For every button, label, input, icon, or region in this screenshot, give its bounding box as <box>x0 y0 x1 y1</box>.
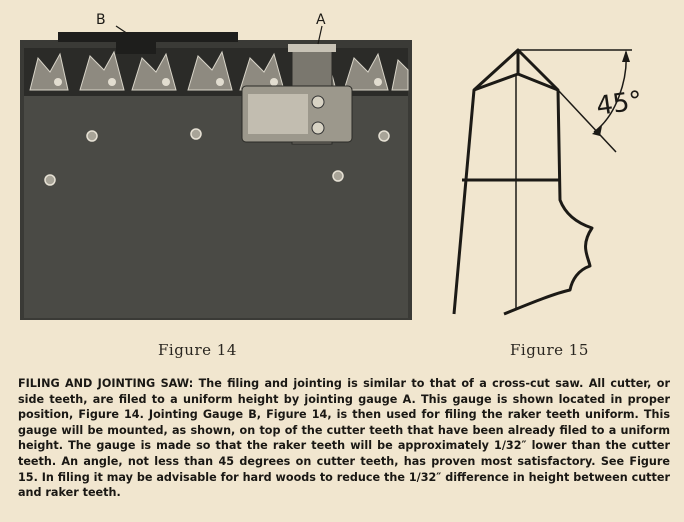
label-a: A <box>316 12 326 28</box>
figure-14-photo <box>20 10 412 320</box>
article-body: The filing and jointing is similar to that of a cross-cut saw. All cutter, or side teeth, are filed to a uniform height by jointing gauge A. This gauge is shown located in proper position, Figure 14. Jointing Gauge B, Figure 14, is then used for filing the raker teeth uniform. This gauge will be mounted, as shown, on top of the cutter teeth that have been already filed to a uniform height. The gauge is made so that the raker teeth will be approximately 1/32″ lower than the cutter teeth. An angle, not less than 45 degrees on cutter teeth, has proven most satisfactory. See Figure 15. In filing it may be advisable for hard woods to reduce the 1/32″ difference in height between cutter and raker teeth. <box>18 377 670 500</box>
article-text <box>18 376 670 501</box>
angle-label: 45° <box>594 85 645 122</box>
figure-14-caption: Figure 14 <box>158 341 237 359</box>
figure-15-caption: Figure 15 <box>510 341 589 359</box>
label-b: B <box>96 12 106 28</box>
figure-15-diagram <box>440 40 660 320</box>
article-heading: FILING AND JOINTING SAW: <box>18 377 194 390</box>
